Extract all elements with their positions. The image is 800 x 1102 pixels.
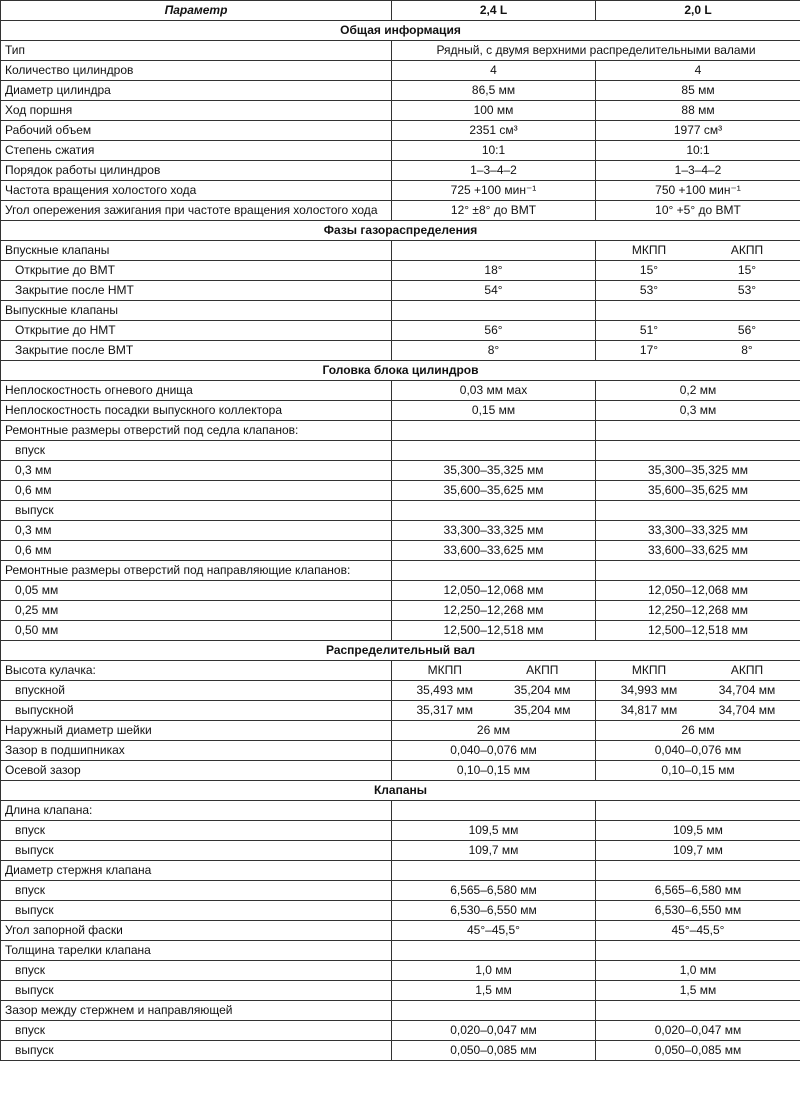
value-2-0l: 109,7 мм bbox=[596, 841, 800, 861]
row-label: Диаметр цилиндра bbox=[1, 81, 392, 101]
mkpp-label: МКПП bbox=[631, 663, 667, 677]
row-label: Открытие до ВМТ bbox=[1, 261, 392, 281]
row-label: Закрытие после НМТ bbox=[1, 281, 392, 301]
value-akpp: 34,704 мм bbox=[718, 703, 776, 717]
value-2-4l: 1–3–4–2 bbox=[392, 161, 596, 181]
value-2-4l: 8° bbox=[392, 341, 596, 361]
value-akpp: 35,204 мм bbox=[513, 703, 571, 717]
akpp-label: АКПП bbox=[730, 663, 764, 677]
table-row bbox=[1, 101, 800, 121]
value-2-4l: 54° bbox=[392, 281, 596, 301]
value-2-0l: 1,0 мм bbox=[596, 961, 800, 981]
mkpp-label: МКПП bbox=[427, 663, 462, 677]
table-row bbox=[1, 81, 800, 101]
value-2-0l: 1,5 мм bbox=[596, 981, 800, 1001]
intake-label: впуск bbox=[1, 881, 392, 901]
intake-label: впуск bbox=[1, 821, 392, 841]
value-2-0l: 35,300–35,325 мм bbox=[596, 461, 800, 481]
table-row bbox=[1, 741, 800, 761]
value-mkpp: 15° bbox=[639, 263, 659, 277]
table-row bbox=[1, 1041, 800, 1061]
intake-label: впуск bbox=[1, 441, 392, 461]
row-label: впускной bbox=[1, 681, 392, 701]
exhaust-label: выпуск bbox=[1, 981, 392, 1001]
table-row bbox=[1, 981, 800, 1001]
value-2-4l: 26 мм bbox=[392, 721, 596, 741]
value-2-4l: 0,050–0,085 мм bbox=[392, 1041, 596, 1061]
row-label: Закрытие после ВМТ bbox=[1, 341, 392, 361]
value-mkpp: 34,993 мм bbox=[620, 683, 678, 697]
cam-lobe-label: Высота кулачка: bbox=[1, 661, 392, 681]
value-2-0l: 6,530–6,550 мм bbox=[596, 901, 800, 921]
row-label: Порядок работы цилиндров bbox=[1, 161, 392, 181]
value-mkpp: 53° bbox=[639, 283, 659, 297]
value-akpp: 8° bbox=[741, 343, 753, 357]
value-akpp: 15° bbox=[737, 263, 757, 277]
row-label: Угол опережения зажигания при частоте вращения холостого хода bbox=[1, 201, 392, 221]
row-label: Неплоскостность огневого днища bbox=[1, 381, 392, 401]
value-2-0l: 0,050–0,085 мм bbox=[596, 1041, 800, 1061]
value-2-0l: 0,3 мм bbox=[596, 401, 800, 421]
table-row bbox=[1, 621, 800, 641]
value-2-4l: 0,15 мм bbox=[392, 401, 596, 421]
value-2-4l: 0,10–0,15 мм bbox=[392, 761, 596, 781]
value-2-4l: 33,600–33,625 мм bbox=[392, 541, 596, 561]
value-2-4l: 6,565–6,580 мм bbox=[392, 881, 596, 901]
section-camshaft: Распределительный вал bbox=[1, 641, 800, 661]
stem-clearance-label: Зазор между стержнем и направляющей bbox=[1, 1001, 392, 1021]
table-row bbox=[1, 501, 800, 521]
intake-valves-label: Впускные клапаны bbox=[1, 241, 392, 261]
header-param: Параметр bbox=[1, 1, 392, 21]
value-2-4l: 86,5 мм bbox=[392, 81, 596, 101]
table-row bbox=[1, 241, 800, 261]
table-row bbox=[1, 341, 800, 361]
table-row bbox=[1, 381, 800, 401]
row-label: 0,3 мм bbox=[1, 521, 392, 541]
table-row bbox=[1, 301, 800, 321]
value-2-4l: 109,7 мм bbox=[392, 841, 596, 861]
value-2-0l: 6,565–6,580 мм bbox=[596, 881, 800, 901]
value-mkpp: 35,317 мм bbox=[416, 703, 474, 717]
table-row bbox=[1, 721, 800, 741]
value-2-0l: 0,10–0,15 мм bbox=[596, 761, 800, 781]
value-akpp: 35,204 мм bbox=[513, 683, 571, 697]
value-2-0l: 10° +5° до ВМТ bbox=[596, 201, 800, 221]
row-label: Рабочий объем bbox=[1, 121, 392, 141]
table-header bbox=[1, 1, 800, 21]
table-row bbox=[1, 681, 800, 701]
value-2-0l: 0,040–0,076 мм bbox=[596, 741, 800, 761]
value-2-4l: 725 +100 мин⁻¹ bbox=[392, 181, 596, 201]
row-label: Частота вращения холостого хода bbox=[1, 181, 392, 201]
row-label: Осевой зазор bbox=[1, 761, 392, 781]
row-label: выпускной bbox=[1, 701, 392, 721]
value-2-0l: 35,600–35,625 мм bbox=[596, 481, 800, 501]
table-row bbox=[1, 181, 800, 201]
value-2-0l: 4 bbox=[596, 61, 800, 81]
value-2-4l: 12° ±8° до ВМТ bbox=[392, 201, 596, 221]
table-row bbox=[1, 61, 800, 81]
value-2-0l: 12,050–12,068 мм bbox=[596, 581, 800, 601]
row-label: Неплоскостность посадки выпускного коллектора bbox=[1, 401, 392, 421]
section-cylinder-head: Головка блока цилиндров bbox=[1, 361, 800, 381]
table-row bbox=[1, 601, 800, 621]
row-label: 0,6 мм bbox=[1, 481, 392, 501]
table-row bbox=[1, 481, 800, 501]
value-2-0l: 109,5 мм bbox=[596, 821, 800, 841]
table-row bbox=[1, 161, 800, 181]
value-mkpp: 35,493 мм bbox=[416, 683, 474, 697]
row-label: Зазор в подшипниках bbox=[1, 741, 392, 761]
table-row bbox=[1, 801, 800, 821]
row-label: 0,05 мм bbox=[1, 581, 392, 601]
value-2-0l: 26 мм bbox=[596, 721, 800, 741]
akpp-label: АКПП bbox=[526, 663, 559, 677]
value-2-4l: 1,5 мм bbox=[392, 981, 596, 1001]
row-label: Открытие до НМТ bbox=[1, 321, 392, 341]
seat-repair-label: Ремонтные размеры отверстий под седла клапанов: bbox=[1, 421, 392, 441]
table-row bbox=[1, 821, 800, 841]
row-label: Ход поршня bbox=[1, 101, 392, 121]
value-2-4l: 35,600–35,625 мм bbox=[392, 481, 596, 501]
table-row bbox=[1, 41, 800, 61]
table-row bbox=[1, 141, 800, 161]
value-akpp: 53° bbox=[737, 283, 757, 297]
value-2-4l: 109,5 мм bbox=[392, 821, 596, 841]
value-2-0l: 10:1 bbox=[596, 141, 800, 161]
row-label: Угол запорной фаски bbox=[1, 921, 392, 941]
row-label: 0,25 мм bbox=[1, 601, 392, 621]
value-2-4l: 100 мм bbox=[392, 101, 596, 121]
value-2-4l: 12,250–12,268 мм bbox=[392, 601, 596, 621]
value-2-4l: 10:1 bbox=[392, 141, 596, 161]
row-label: Наружный диаметр шейки bbox=[1, 721, 392, 741]
table-row bbox=[1, 521, 800, 541]
section-general: Общая информация bbox=[1, 21, 800, 41]
value-2-0l: 33,300–33,325 мм bbox=[596, 521, 800, 541]
value-2-4l: 2351 см³ bbox=[392, 121, 596, 141]
row-label: Степень сжатия bbox=[1, 141, 392, 161]
value-2-4l: 12,500–12,518 мм bbox=[392, 621, 596, 641]
table-row bbox=[1, 961, 800, 981]
exhaust-label: выпуск bbox=[1, 901, 392, 921]
row-label: Тип bbox=[1, 41, 392, 61]
value-2-4l: 0,03 мм мах bbox=[392, 381, 596, 401]
value-2-0l: 750 +100 мин⁻¹ bbox=[596, 181, 800, 201]
value-2-0l: 0,2 мм bbox=[596, 381, 800, 401]
value-2-0l: 1977 см³ bbox=[596, 121, 800, 141]
row-value: Рядный, с двумя верхними распределительными валами bbox=[392, 41, 800, 61]
table-row bbox=[1, 941, 800, 961]
value-2-4l: 18° bbox=[392, 261, 596, 281]
table-row bbox=[1, 321, 800, 341]
exhaust-valves-label: Выпускные клапаны bbox=[1, 301, 392, 321]
value-2-4l: 1,0 мм bbox=[392, 961, 596, 981]
table-row bbox=[1, 561, 800, 581]
exhaust-label: выпуск bbox=[1, 1041, 392, 1061]
value-2-4l: 56° bbox=[392, 321, 596, 341]
value-2-4l: 0,020–0,047 мм bbox=[392, 1021, 596, 1041]
table-row bbox=[1, 401, 800, 421]
table-row bbox=[1, 421, 800, 441]
intake-label: впуск bbox=[1, 1021, 392, 1041]
value-2-4l: 35,300–35,325 мм bbox=[392, 461, 596, 481]
header-2-4l: 2,4 L bbox=[392, 1, 596, 21]
table-row bbox=[1, 861, 800, 881]
table-row bbox=[1, 901, 800, 921]
table-row bbox=[1, 461, 800, 481]
value-2-0l: 33,600–33,625 мм bbox=[596, 541, 800, 561]
table-row bbox=[1, 761, 800, 781]
head-thickness-label: Толщина тарелки клапана bbox=[1, 941, 392, 961]
valve-length-label: Длина клапана: bbox=[1, 801, 392, 821]
table-row bbox=[1, 701, 800, 721]
value-mkpp: 51° bbox=[639, 323, 659, 337]
value-2-0l: 45°–45,5° bbox=[596, 921, 800, 941]
value-2-4l: 4 bbox=[392, 61, 596, 81]
value-2-4l: 33,300–33,325 мм bbox=[392, 521, 596, 541]
row-label: 0,50 мм bbox=[1, 621, 392, 641]
value-2-0l: 12,250–12,268 мм bbox=[596, 601, 800, 621]
section-valves: Клапаны bbox=[1, 781, 800, 801]
value-2-4l: 45°–45,5° bbox=[392, 921, 596, 941]
row-label: Количество цилиндров bbox=[1, 61, 392, 81]
table-row bbox=[1, 441, 800, 461]
value-akpp: 34,704 мм bbox=[718, 683, 776, 697]
exhaust-label: выпуск bbox=[1, 501, 392, 521]
table-row bbox=[1, 261, 800, 281]
table-row bbox=[1, 121, 800, 141]
guide-repair-label: Ремонтные размеры отверстий под направляющие клапанов: bbox=[1, 561, 392, 581]
table-row bbox=[1, 661, 800, 681]
value-2-0l: 88 мм bbox=[596, 101, 800, 121]
section-valve-timing: Фазы газораспределения bbox=[1, 221, 800, 241]
row-label: 0,6 мм bbox=[1, 541, 392, 561]
table-row bbox=[1, 921, 800, 941]
table-row bbox=[1, 581, 800, 601]
value-2-0l: 0,020–0,047 мм bbox=[596, 1021, 800, 1041]
value-2-4l: 6,530–6,550 мм bbox=[392, 901, 596, 921]
table-row bbox=[1, 881, 800, 901]
table-row bbox=[1, 201, 800, 221]
value-2-0l: 1–3–4–2 bbox=[596, 161, 800, 181]
table-row bbox=[1, 1001, 800, 1021]
table-row bbox=[1, 281, 800, 301]
value-akpp: 56° bbox=[737, 323, 757, 337]
akpp-label: АКПП bbox=[730, 243, 764, 257]
value-2-4l: 0,040–0,076 мм bbox=[392, 741, 596, 761]
value-mkpp: 17° bbox=[639, 343, 659, 357]
table-row bbox=[1, 541, 800, 561]
value-mkpp: 34,817 мм bbox=[620, 703, 678, 717]
value-2-0l: 12,500–12,518 мм bbox=[596, 621, 800, 641]
table-row bbox=[1, 1021, 800, 1041]
exhaust-label: выпуск bbox=[1, 841, 392, 861]
table-row bbox=[1, 841, 800, 861]
row-label: 0,3 мм bbox=[1, 461, 392, 481]
value-2-0l: 85 мм bbox=[596, 81, 800, 101]
value-2-4l: 12,050–12,068 мм bbox=[392, 581, 596, 601]
header-2-0l: 2,0 L bbox=[596, 1, 800, 21]
intake-label: впуск bbox=[1, 961, 392, 981]
stem-diameter-label: Диаметр стержня клапана bbox=[1, 861, 392, 881]
mkpp-label: МКПП bbox=[631, 243, 667, 257]
